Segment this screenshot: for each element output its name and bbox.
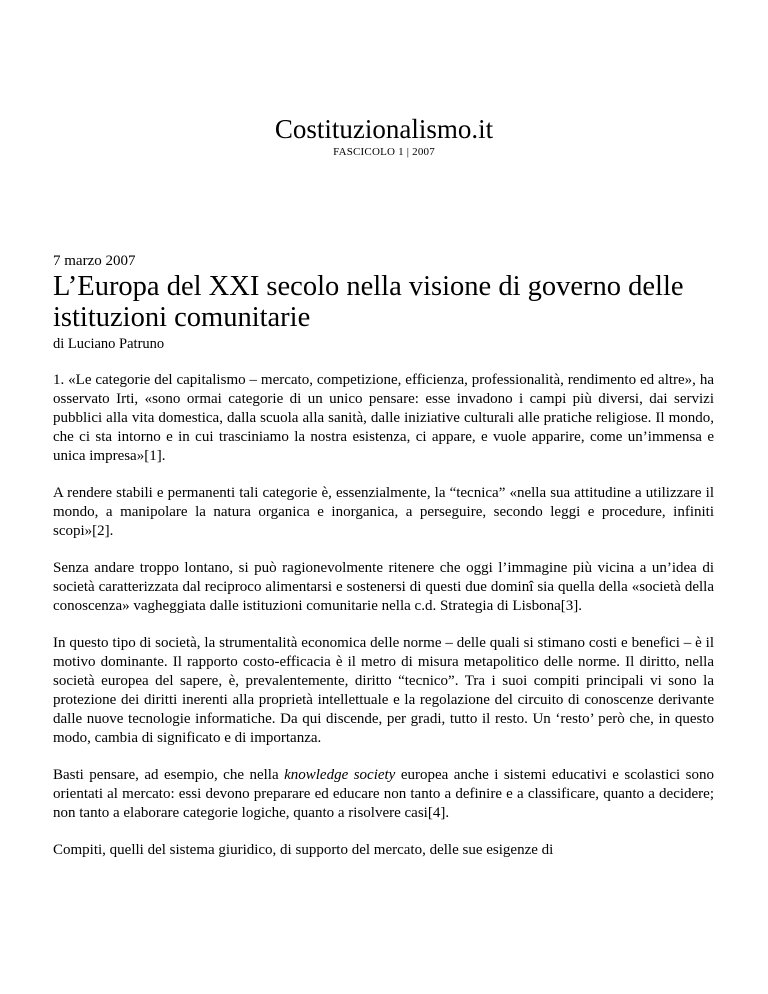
paragraph: In questo tipo di società, la strumentalità economica delle norme – delle quali si stimano costi e benefici – è il motivo dominante. Il rapporto costo-efficacia è il metro di misura metapolitico delle norme. Il diritto, nella società europea del sapere, è, prevalentemente, diritto “tecnico”. Tra i suoi compiti principali vi sono la protezione dei diritti inerenti alla proprietà intellettuale e la regolazione del circuito di conoscenze derivante dalle nuove tecnologie informatiche. Da qui discende, per gradi, tutto il resto. Un ‘resto’ però che, in questo modo, cambia di significato e di importanza. (53, 635, 714, 746)
issue-label: FASCICOLO 1 | 2007 (333, 146, 435, 158)
article (53, 252, 714, 878)
paragraph-text: Basti pensare, ad esempio, che nella (53, 767, 285, 783)
article-author: di Luciano Patruno (53, 336, 165, 352)
paragraph: A rendere stabili e permanenti tali categorie è, essenzialmente, la “tecnica” «nella sua attitudine a utilizzare il mondo, a manipolare la natura organica e inorganica, a perseguire, secondo leggi e procedure, infiniti scopi»[2]. (53, 485, 714, 539)
paragraph: 1. «Le categorie del capitalismo – mercato, competizione, efficienza, professionalità, rendimento ed altre», ha osservato Irti, «sono ormai categorie di un unico pensare: esse invadono i campi più diversi, dai servizi pubblici alla vita domestica, dalla scuola alla sanità, dalle iniziative culturali alle pratiche religiose. Il mondo, che ci sta intorno e in cui trasciniamo la nostra esistenza, ci appare, e vuole apparire, come un’immensa e unica impresa»[1]. (53, 372, 714, 464)
paragraph: Compiti, quelli del sistema giuridico, di supporto del mercato, delle sue esigenze di (53, 842, 554, 858)
paragraph (53, 766, 714, 823)
article-title: L’Europa del XXI secolo nella visione di governo delle istituzioni comunitarie (53, 271, 684, 333)
article-body (53, 371, 714, 860)
site-title: Costituzionalismo.it (274, 114, 494, 144)
masthead (0, 114, 768, 159)
paragraph-text: europea anche i sistemi educativi e scolastici sono orientati al mercato: essi devono preparare ed educare non tanto a definire e a classificare, quanto a decidere; non tanto a elaborare categorie logiche, quanto a risolvere casi[4]. (53, 767, 714, 821)
paragraph: Senza andare troppo lontano, si può ragionevolmente ritenere che oggi l’immagine più vicina a un’idea di società caratterizzata dal reciproco alimentarsi e sostenersi di questi due dominî sia quella della «società della conoscenza» vagheggiata dalle istituzioni comunitarie nella c.d. Strategia di Lisbona[3]. (53, 560, 714, 614)
italic-term: knowledge society (284, 767, 396, 783)
article-date: 7 marzo 2007 (53, 253, 136, 269)
